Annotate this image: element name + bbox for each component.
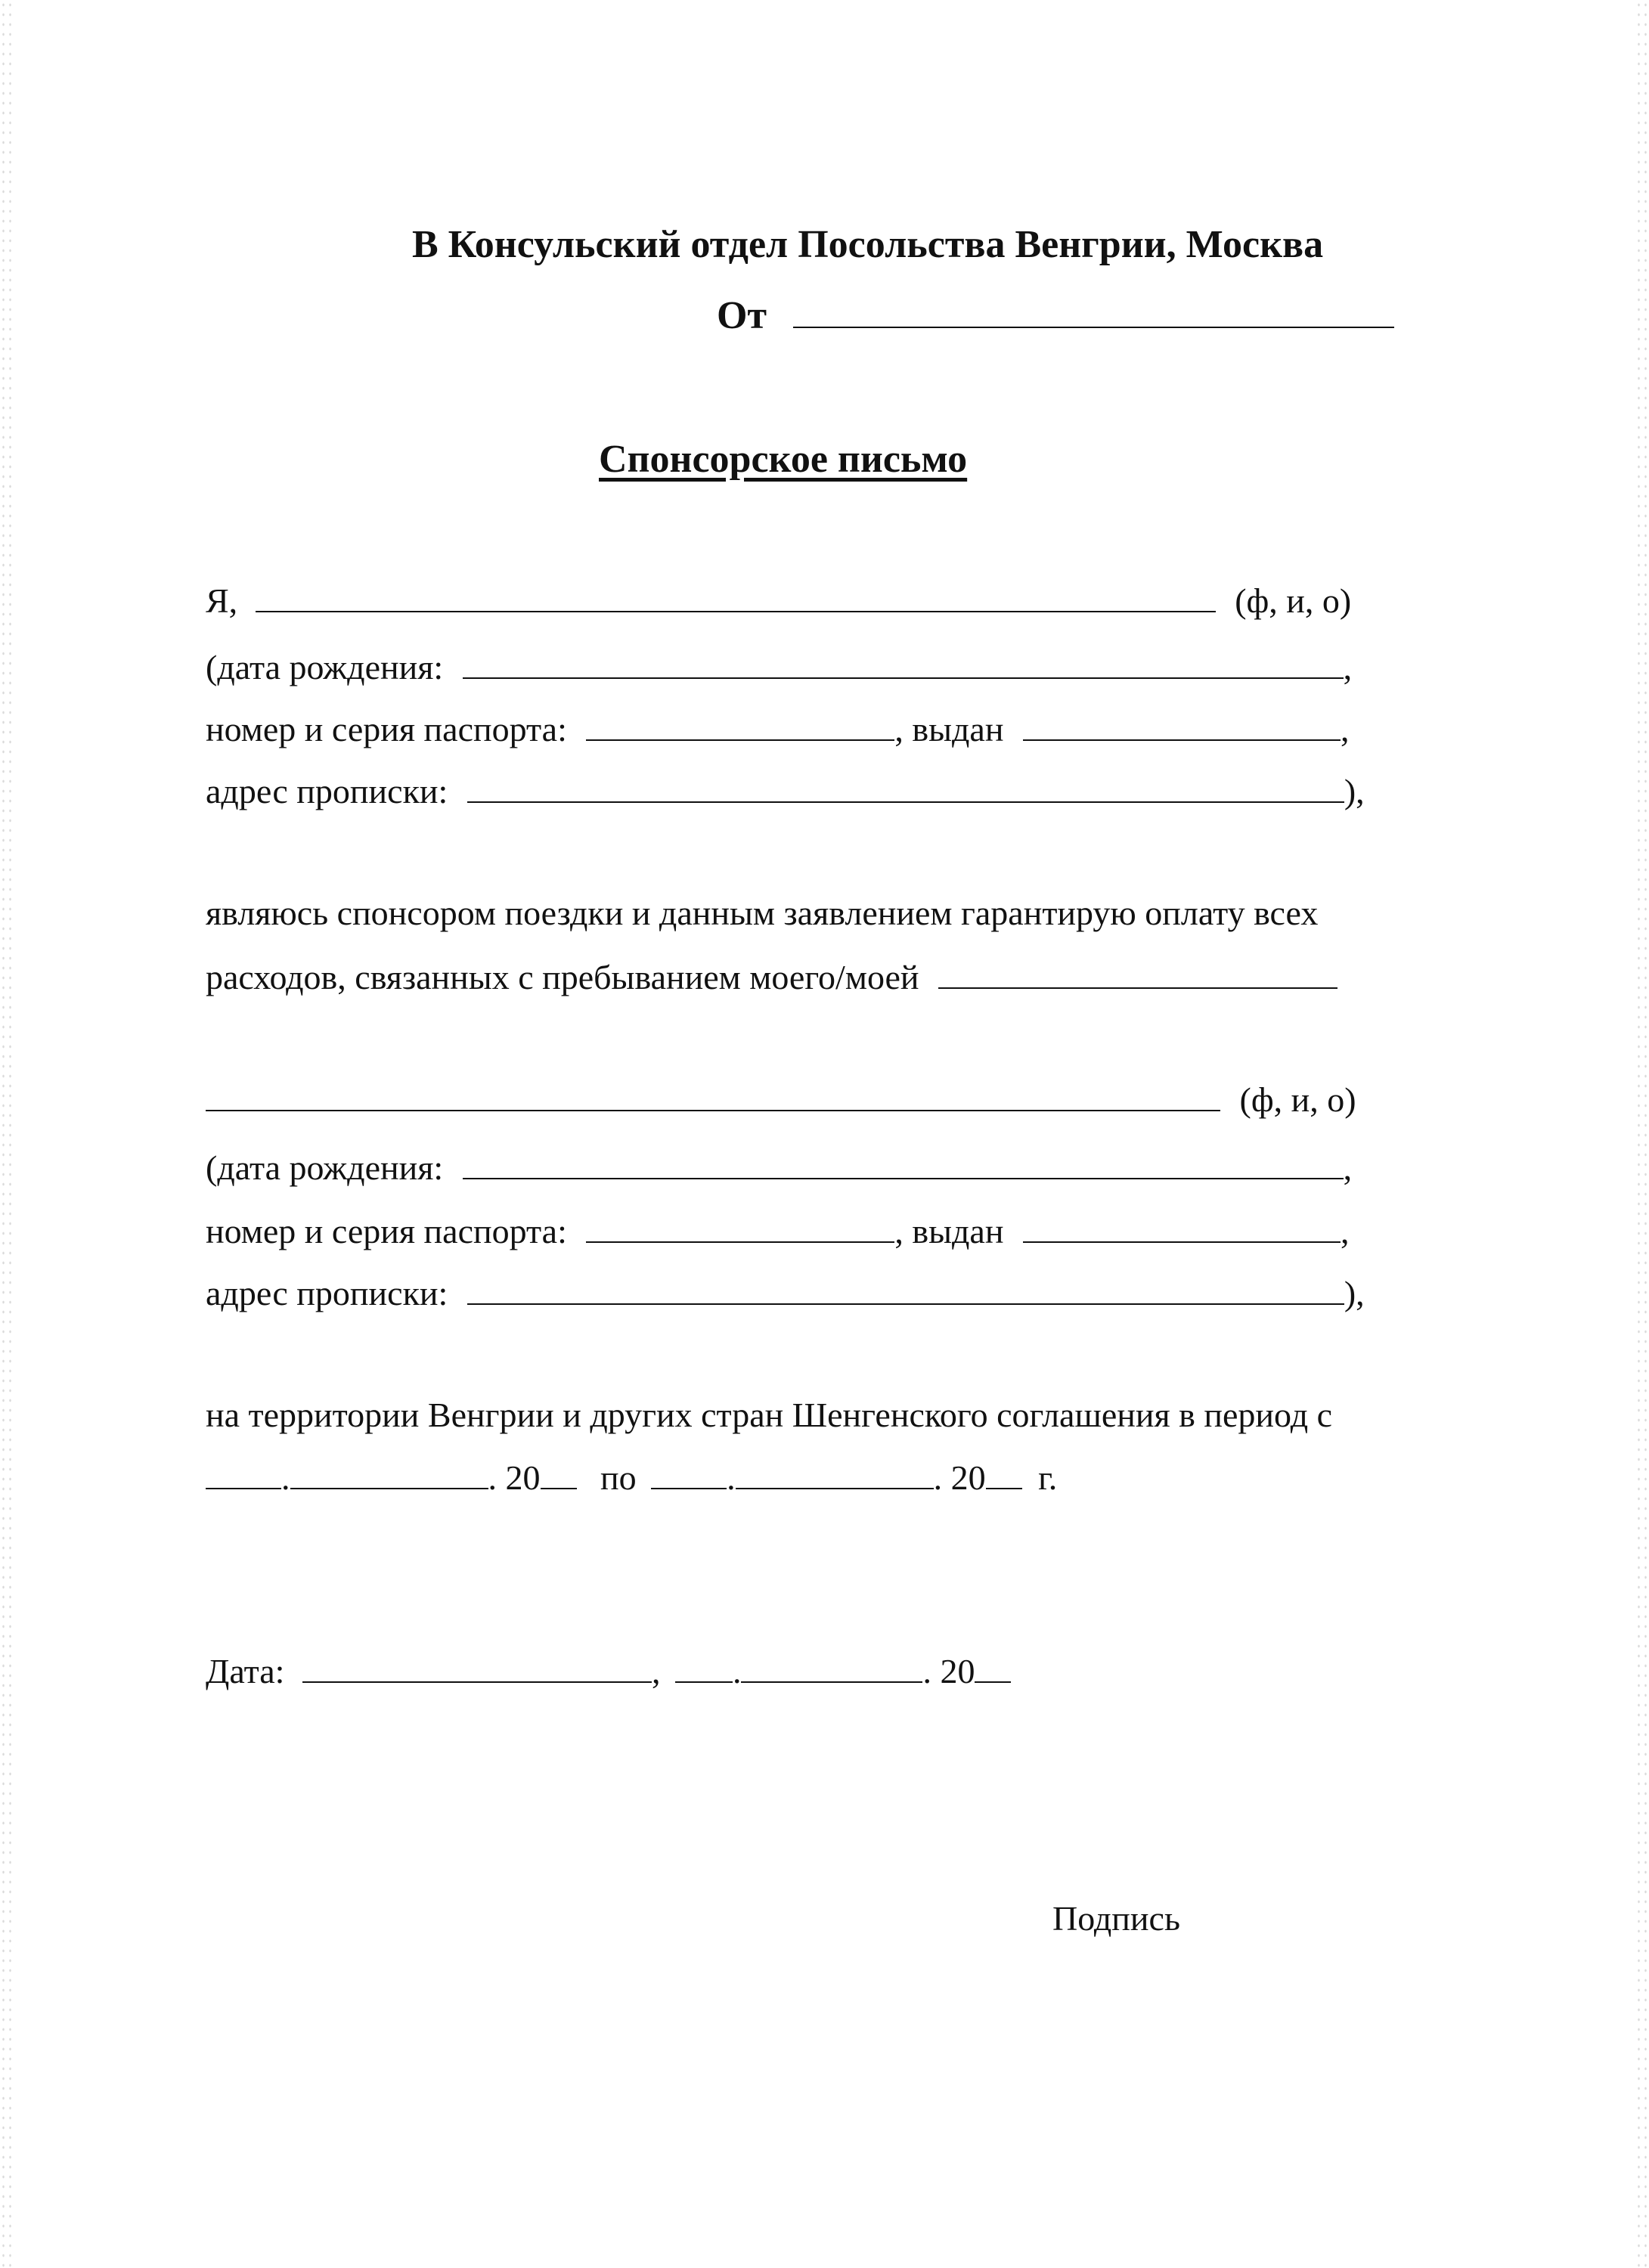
traveler-issued-label: , выдан	[894, 1212, 1004, 1250]
signature-label: Подпись	[1052, 1899, 1180, 1938]
traveler-address-line	[206, 1270, 1365, 1316]
sponsor-fio-line	[206, 578, 1351, 624]
sponsor-passport-field[interactable]	[586, 706, 894, 741]
period-dot-2: .	[727, 1458, 736, 1497]
period-dates-line	[206, 1455, 1057, 1501]
period-end-day-field[interactable]	[651, 1455, 727, 1489]
sponsor-passport-line	[206, 706, 1349, 752]
traveler-address-end: ),	[1344, 1274, 1365, 1312]
traveler-passport-field[interactable]	[586, 1208, 894, 1243]
period-year-1: . 20	[488, 1458, 541, 1497]
traveler-fio-label: (ф, и, о)	[1239, 1080, 1356, 1119]
traveler-fio-line	[206, 1077, 1356, 1123]
date-year-field[interactable]	[975, 1648, 1011, 1683]
period-start-month-field[interactable]	[290, 1455, 488, 1489]
from-field[interactable]	[793, 293, 1394, 328]
relative-field[interactable]	[938, 954, 1337, 989]
from-label: От	[717, 294, 767, 337]
sponsor-passport-label: номер и серия паспорта:	[206, 710, 567, 748]
date-place-field[interactable]	[302, 1648, 652, 1683]
sponsor-issued-field[interactable]	[1023, 706, 1341, 741]
sponsor-address-label: адрес прописки:	[206, 772, 448, 810]
sponsor-i-label: Я,	[206, 581, 238, 620]
traveler-issued-field[interactable]	[1023, 1208, 1341, 1243]
date-dot: .	[732, 1652, 742, 1690]
traveler-passport-label: номер и серия паспорта:	[206, 1212, 567, 1250]
traveler-issued-end: ,	[1340, 1212, 1350, 1250]
sponsor-birth-field[interactable]	[463, 644, 1344, 679]
traveler-fio-field[interactable]	[206, 1077, 1220, 1111]
period-start-day-field[interactable]	[206, 1455, 281, 1489]
sponsor-address-field[interactable]	[467, 768, 1344, 803]
period-dot-1: .	[281, 1458, 290, 1497]
guarantee-line-2-text: расходов, связанных с пребыванием моего/моей	[206, 958, 919, 996]
sponsor-fio-field[interactable]	[256, 578, 1216, 612]
sponsor-address-end: ),	[1344, 772, 1365, 810]
period-end-month-field[interactable]	[736, 1455, 934, 1489]
period-po-label: по	[600, 1458, 637, 1497]
sponsor-birth-label: (дата рождения:	[206, 648, 444, 686]
date-comma: ,	[651, 1652, 661, 1690]
date-label: Дата:	[206, 1652, 285, 1690]
sponsor-fio-label: (ф, и, о)	[1235, 581, 1352, 620]
period-start-year-field[interactable]	[541, 1455, 577, 1489]
traveler-address-label: адрес прописки:	[206, 1274, 448, 1312]
sponsor-issued-end: ,	[1340, 710, 1350, 748]
period-text: на территории Венгрии и других стран Шенгенского соглашения в период с	[206, 1396, 1333, 1434]
traveler-birth-line	[206, 1145, 1352, 1191]
guarantee-line-2	[206, 954, 1337, 1000]
date-line	[206, 1648, 1011, 1694]
sponsor-address-line	[206, 768, 1365, 814]
letter-title: Спонсорское письмо	[599, 438, 968, 481]
guarantee-line-1: являюсь спонсором поездки и данным заявлением гарантирую оплату всех	[206, 894, 1319, 932]
date-month-field[interactable]	[741, 1648, 922, 1683]
date-day-field[interactable]	[675, 1648, 733, 1683]
scan-edge-left	[0, 0, 14, 2268]
traveler-passport-line	[206, 1208, 1349, 1254]
period-year-2: . 20	[933, 1458, 986, 1497]
date-year: . 20	[922, 1652, 975, 1690]
traveler-birth-end: ,	[1343, 1148, 1353, 1187]
recipient-heading: В Консульский отдел Посольства Венгрии, Москва	[412, 223, 1324, 266]
traveler-address-field[interactable]	[467, 1270, 1344, 1305]
scan-edge-right	[1635, 0, 1649, 2268]
sponsor-issued-label: , выдан	[894, 710, 1004, 748]
from-line	[717, 293, 1394, 339]
sponsor-birth-line	[206, 644, 1352, 690]
traveler-birth-field[interactable]	[463, 1145, 1344, 1179]
period-end-year-field[interactable]	[986, 1455, 1022, 1489]
sponsor-birth-end: ,	[1343, 648, 1353, 686]
period-g-label: г.	[1038, 1458, 1058, 1497]
traveler-birth-label: (дата рождения:	[206, 1148, 444, 1187]
